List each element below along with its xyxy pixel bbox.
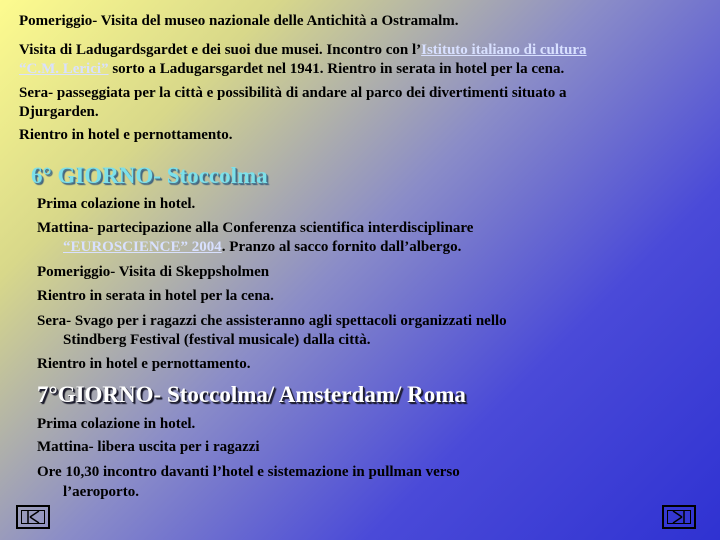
text-segment: Visita di Ladugardsgardet e dei suoi due musei. Incontro con l’	[19, 42, 422, 58]
text-segment: . Pranzo al sacco fornito dall’albergo.	[221, 239, 462, 255]
text-line: Sera- passeggiata per la città e possibilità di andare al parco dei divertimenti situato a	[19, 85, 567, 101]
link-istituto-italiano[interactable]: Istituto italiano di cultura	[421, 42, 587, 58]
last-slide-icon	[664, 507, 694, 527]
text-line: Ore 10,30 incontro davanti l’hotel e sistemazione in pullman verso	[37, 464, 460, 480]
text-line	[19, 60, 564, 79]
day6-heading: 6° GIORNO- Stoccolma	[31, 163, 268, 188]
text-line: Mattina- libera uscita per i ragazzi	[37, 439, 260, 455]
text-segment: sorto a Ladugarsgardet nel 1941. Rientro in serata in hotel per la cena.	[108, 61, 565, 77]
text-line: Pomeriggio- Visita del museo nazionale delle Antichità a Ostramalm.	[19, 13, 459, 29]
text-line: l’aeroporto.	[63, 484, 139, 500]
text-line: Pomeriggio- Visita di Skeppsholmen	[37, 264, 270, 280]
link-cm-lerici[interactable]: “C.M. Lerici”	[19, 61, 109, 77]
text-line: Rientro in hotel e pernottamento.	[37, 356, 251, 372]
text-line: Prima colazione in hotel.	[37, 416, 196, 432]
text-line: Rientro in serata in hotel per la cena.	[37, 288, 274, 304]
text-line	[63, 238, 461, 257]
text-line: Sera- Svago per i ragazzi che assisteranno agli spettacoli organizzati nello	[37, 313, 507, 329]
last-slide-button[interactable]	[662, 505, 696, 529]
text-line: Stindberg Festival (festival musicale) dalla città.	[63, 332, 371, 348]
text-line: Prima colazione in hotel.	[37, 196, 196, 212]
text-line	[19, 41, 587, 60]
text-line: Mattina- partecipazione alla Conferenza scientifica interdisciplinare	[37, 220, 474, 236]
first-slide-button[interactable]	[16, 505, 50, 529]
link-euroscience[interactable]: “EUROSCIENCE” 2004	[63, 239, 222, 255]
text-line: Djurgarden.	[19, 104, 99, 120]
text-line: Rientro in hotel e pernottamento.	[19, 127, 233, 143]
first-slide-icon	[18, 507, 48, 527]
day7-heading: 7°GIORNO- Stoccolma/ Amsterdam/ Roma	[37, 382, 466, 407]
